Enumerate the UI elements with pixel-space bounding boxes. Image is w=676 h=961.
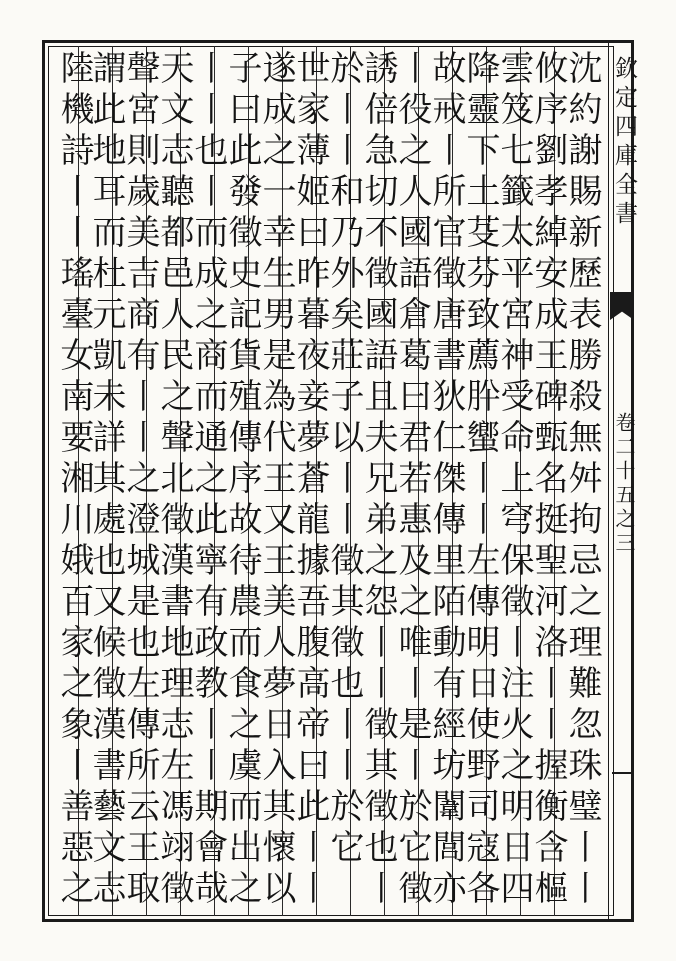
text-column: 子曰此發徵史記貨殖傳序故待農而食之虞而出之 bbox=[222, 50, 262, 911]
text-column: 雲笈七籤太平宮神受命上穹保徵丨注火之明日四 bbox=[494, 50, 534, 911]
text-column: 丨役之人國語倉葛曰君若惠及之唯丨是丨於它徵 bbox=[392, 50, 432, 911]
margin-tick bbox=[612, 772, 632, 774]
text-column: 攸序劉孝綽安成王碑甄名挺聖河洛丨丨握衡含樞 bbox=[528, 50, 568, 911]
text-column: 天文志聽都邑人民之聲北徵漢書地理志左馮翊徵 bbox=[154, 50, 194, 911]
text-column: 誘倍急切不徵國語且夫兄弟之怨丨丨徵其徵也丨 bbox=[358, 50, 398, 911]
text-column: 故戒丨所官徵唐書狄仁傑傳里陌動有經坊闈閭亦 bbox=[426, 50, 466, 911]
text-column: 於丨丨和乃外矣莊子以丨丨徵其徵也丨丨於它 bbox=[324, 50, 364, 870]
book-title: 欽定四庫全書 bbox=[611, 56, 637, 230]
text-column: 陸機詩丨丨瑤臺女南要湘川娥百家之象丨善惡之 bbox=[54, 50, 94, 911]
text-column: 遂成之一幸生男是為代王又王美人夢日入其懷以 bbox=[256, 50, 296, 911]
text-column: 世家薄姬曰昨暮夜妾夢蒼龍據吾腹高帝曰此丨丨 bbox=[290, 50, 330, 911]
text-column: 降靈下土芟芬致薦肸蠁丨丨左傳明日使野司寇各 bbox=[460, 50, 500, 911]
volume-number: 卷二十五之三 bbox=[612, 412, 636, 556]
text-column: 聲宮則歲美吉商有丨丨之澄城是也左傳所云王取 bbox=[120, 50, 160, 911]
text-column: 謂此地耳而杜元凱未詳其處也又候徵漢書藝文志 bbox=[86, 50, 126, 911]
text-column: 沈約謝賜新歷表勝殺無舛拘忌之理難忽珠璧丨丨 bbox=[562, 50, 602, 911]
text-column: 丨丨也丨而成之商而通之此寧有政教丨丨期會哉 bbox=[188, 50, 228, 911]
